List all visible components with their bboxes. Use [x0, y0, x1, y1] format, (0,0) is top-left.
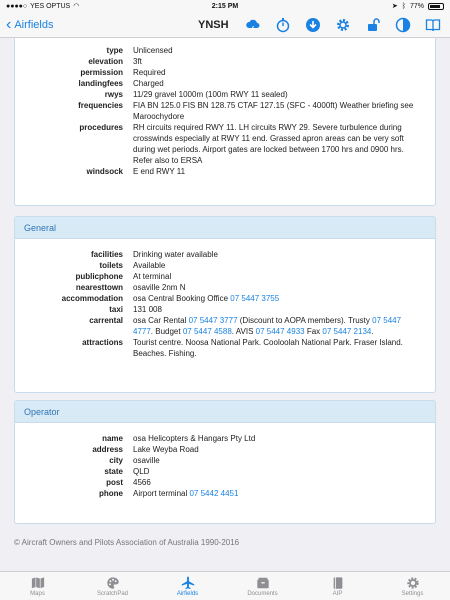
operator-header: Operator [15, 401, 435, 423]
general-card [14, 216, 436, 393]
phone-link[interactable]: 07 5447 3755 [230, 294, 280, 303]
battery-icon [428, 3, 444, 10]
detail-row: frequencies FIA BN 125.0 FIS BN 128.75 CTAF 127.15 (SFC - 4000ft) Weather briefing see Maroochydore [78, 101, 414, 121]
unlock-icon[interactable] [364, 16, 382, 34]
gear-icon[interactable] [334, 16, 352, 34]
detail-row: procedures RH circuits required RWY 11. LH circuits RWY 29. Severe turbulence during crosswinds especially at RWY 11 end. Grassed apron areas can be very soft during wet periods. Airport gates are locked between 1700 hrs and 0900 hrs. Refer also to ERSA [79, 123, 404, 165]
state-row: state QLD [104, 467, 150, 476]
taxi-row: taxi 131 008 [109, 305, 162, 314]
detail-row: rwys 11/29 gravel 1000m (100m RWY 11 sealed) [104, 90, 288, 99]
back-label: Airfields [14, 18, 54, 31]
tab-scratchpad[interactable]: ScratchPad [75, 572, 150, 600]
phone-row: phone Airport terminal 07 5442 4451 [99, 489, 239, 498]
carrier: YES OPTUS [30, 2, 71, 10]
back-button[interactable] [0, 17, 120, 33]
chevron-left-icon: ‹ [6, 15, 12, 33]
battery-percent: 77% [409, 2, 424, 10]
detail-row: permission Required [80, 68, 166, 77]
stopwatch-icon[interactable] [274, 16, 292, 34]
tab-bar [0, 571, 450, 600]
phone-link[interactable]: 07 5447 4777 [133, 316, 402, 336]
phone-link[interactable]: 07 5447 4588 [182, 327, 232, 336]
documents-icon [256, 576, 270, 590]
tab-airfields[interactable]: Airfields [150, 572, 225, 600]
phone-link[interactable]: 07 5447 4933 [255, 327, 305, 336]
page-title: YNSH [198, 18, 229, 31]
download-icon[interactable] [304, 16, 322, 34]
location-icon: ➤ [391, 3, 398, 10]
operator-card [14, 400, 436, 524]
accommodation-row: accommodation osa Central Booking Office 07 5447 3755 [61, 294, 280, 303]
toilets-row: toilets Available [99, 261, 166, 270]
city-row: city osaville [109, 456, 160, 465]
tab-settings[interactable]: Settings [375, 572, 450, 600]
wifi-icon: ◠ [73, 3, 80, 10]
contrast-icon[interactable] [394, 16, 412, 34]
book-icon[interactable] [424, 16, 442, 34]
palette-icon [106, 576, 120, 590]
phone-link[interactable]: 07 5447 3777 [188, 316, 238, 325]
gear-icon [406, 576, 420, 590]
detail-row: landingfees Charged [78, 79, 164, 88]
content-scroll[interactable] [0, 38, 450, 571]
general-header: General [15, 217, 435, 239]
status-time: 2:15 PM [211, 2, 239, 10]
tab-aip[interactable]: AIP [300, 572, 375, 600]
map-icon [31, 576, 45, 590]
attractions-row: attractions Tourist centre. Noosa National Park. Cooloolah National Park. Fraser Island. Beaches. Fishing. [82, 338, 403, 358]
weather-icon[interactable] [244, 16, 262, 34]
tab-maps[interactable]: Maps [0, 572, 75, 600]
bluetooth-icon: ᛒ [401, 2, 406, 10]
carrental-row: carrental osa Car Rental 07 5447 3777 (Discount to AOPA members). Trusty 07 5447 4777. Budget 07 5447 4588. AVIS 07 5447 4933 Fax 07 5447 2134. [89, 316, 402, 336]
tab-documents[interactable]: Documents [225, 572, 300, 600]
physical-card [14, 38, 436, 206]
facilities-row: facilities Drinking water available [90, 250, 218, 259]
nav-bar [0, 12, 450, 38]
book-icon [331, 576, 345, 590]
detail-row: elevation 3ft [88, 57, 142, 66]
detail-row: windsock E end RWY 11 [86, 167, 186, 176]
airplane-icon [181, 576, 195, 590]
copyright: © Aircraft Owners and Pilots Association of Australia 1990-2016 [14, 538, 240, 547]
name-row: name osa Helicopters & Hangars Pty Ltd [102, 434, 256, 443]
detail-row: type Unlicensed [106, 46, 173, 55]
nearesttown-row: nearesttown osaville 2nm N [75, 283, 186, 292]
post-row: post 4566 [106, 478, 151, 487]
phone-link[interactable]: 07 5442 4451 [189, 489, 239, 498]
publicphone-row: publicphone At terminal [75, 272, 172, 281]
signal-icon: ●●●●○ [6, 2, 28, 10]
phone-link[interactable]: 07 5447 2134 [322, 327, 372, 336]
status-bar [0, 0, 450, 12]
address-row: address Lake Weyba Road [92, 445, 199, 454]
